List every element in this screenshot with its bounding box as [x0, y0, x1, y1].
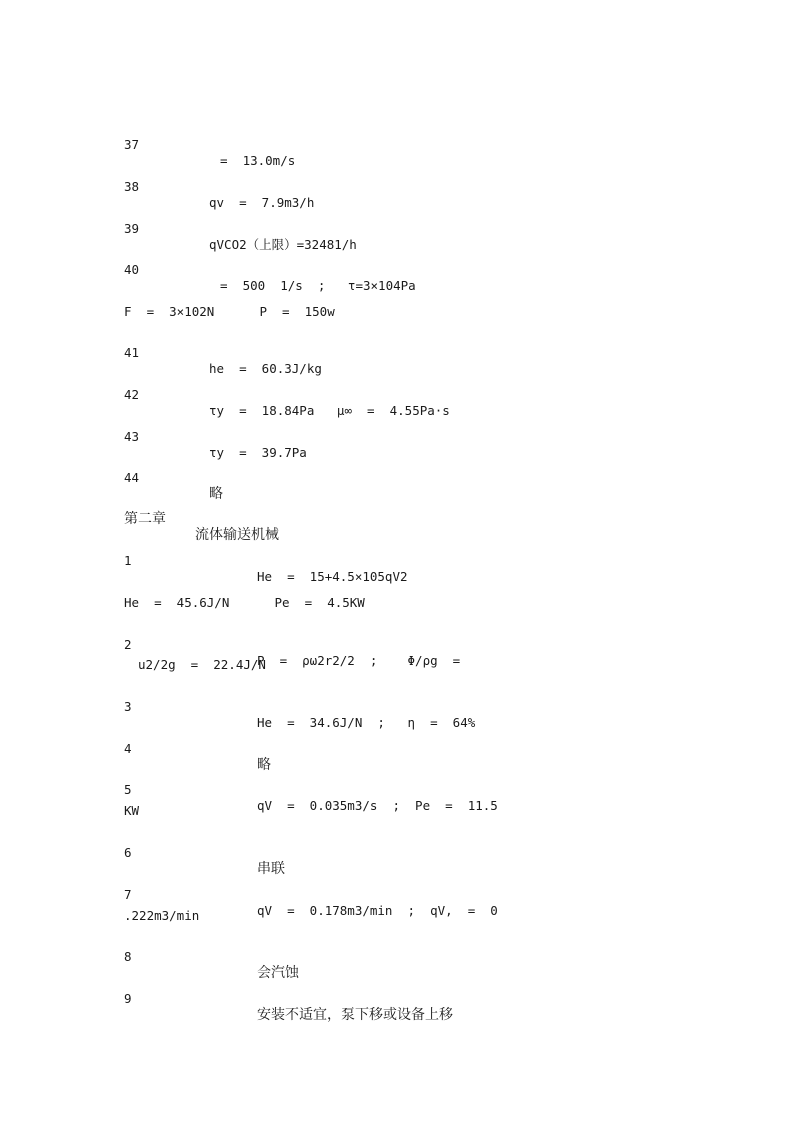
- chapter-label: 第二章: [124, 511, 166, 527]
- problem-number: 38: [124, 179, 140, 194]
- problem-number: 41: [124, 345, 140, 360]
- answer-text: 安装不适宜，泵下移或设备上移: [257, 1007, 453, 1023]
- answer-text: qv = 7.9m3/h: [209, 195, 315, 210]
- answer-line-43: [0, 413, 307, 460]
- answer-line-42: [0, 371, 450, 418]
- problem-number: 37: [124, 137, 140, 152]
- answer-text: τy = 39.7Pa: [209, 445, 307, 460]
- answer-line-44: [0, 454, 223, 502]
- problem-number: 9: [124, 991, 132, 1006]
- answer-line-5-wrap: [0, 787, 140, 818]
- answer-text: = 500 1/s ; τ=3×104Pa: [220, 278, 416, 293]
- answer-text: 串联: [257, 861, 285, 877]
- answer-line-38: [0, 163, 315, 210]
- problem-number: 3: [124, 699, 132, 714]
- problem-number: 43: [124, 429, 140, 444]
- answer-line-41: [0, 329, 322, 376]
- answer-line-6: [0, 829, 285, 877]
- answer-line-7-wrap: [0, 892, 200, 923]
- answer-text: P = ρω2r2/2 ; Φ/ρg =: [257, 653, 461, 668]
- answer-text: He = 34.6J/N ; η = 64%: [257, 715, 476, 730]
- answer-text: He = 15+4.5×105qV2: [257, 569, 408, 584]
- answer-text: He = 45.6J/N Pe = 4.5KW: [124, 595, 365, 610]
- problem-number: 2: [124, 637, 132, 652]
- answer-text: qVCO2（上限）=32481/h: [209, 237, 357, 252]
- answer-line-40-cont: [0, 288, 335, 319]
- answer-text: qV = 0.178m3/min ; qV, = 0: [257, 903, 498, 918]
- answer-text: qV = 0.035m3/s ; Pe = 11.5: [257, 798, 498, 813]
- chapter-title: 流体输送机械: [195, 527, 279, 543]
- problem-number: 4: [124, 741, 132, 756]
- answer-text-continuation: u2/2g = 22.4J/N: [138, 657, 266, 672]
- problem-number: 7: [124, 887, 132, 902]
- answer-text: 略: [257, 757, 271, 773]
- answer-text: 会汽蚀: [257, 965, 299, 981]
- answer-line-8: [0, 933, 299, 981]
- chapter-heading: [0, 495, 279, 543]
- answer-line-4: [0, 725, 271, 773]
- problem-number: 44: [124, 470, 140, 485]
- problem-number: 8: [124, 949, 132, 964]
- answer-text-continuation: KW: [124, 803, 140, 818]
- answer-text: he = 60.3J/kg: [209, 361, 322, 376]
- problem-number: 39: [124, 221, 140, 236]
- answer-text: = 13.0m/s: [220, 153, 296, 168]
- answer-line-37: [0, 121, 296, 168]
- answer-line-1-cont: [0, 579, 365, 610]
- answer-text: 略: [209, 486, 223, 502]
- answer-line-40: [0, 246, 416, 293]
- problem-number: 40: [124, 262, 140, 277]
- answer-line-9: [0, 975, 453, 1023]
- problem-number: 5: [124, 782, 132, 797]
- problem-number: 1: [124, 553, 132, 568]
- problem-number: 6: [124, 845, 132, 860]
- answer-text: F = 3×102N P = 150w: [124, 304, 335, 319]
- answer-line-39: [0, 205, 357, 252]
- problem-number: 42: [124, 387, 140, 402]
- answer-text-continuation: .222m3/min: [124, 908, 200, 923]
- answer-line-2-wrap: [0, 641, 266, 672]
- answer-line-1: [0, 537, 408, 584]
- answer-text: τy = 18.84Pa μ∞ = 4.55Pa·s: [209, 403, 450, 418]
- answer-line-3: [0, 683, 476, 730]
